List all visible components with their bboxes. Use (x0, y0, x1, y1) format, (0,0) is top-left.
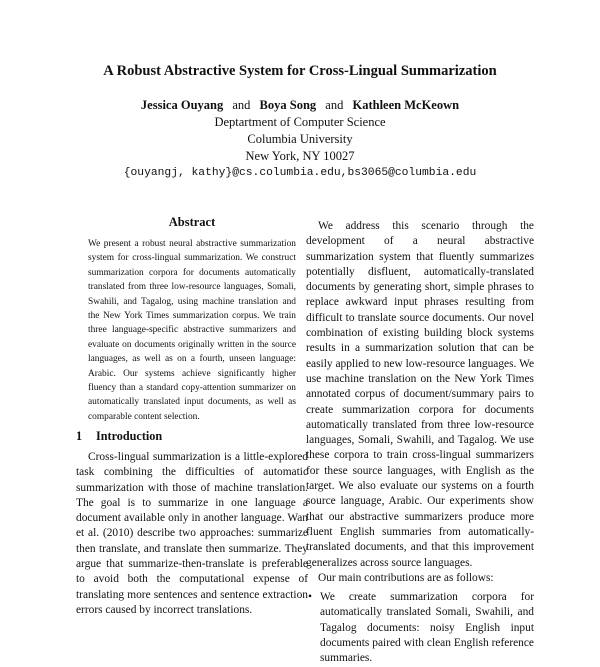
author-emails: {ouyangj, kathy}@cs.columbia.edu,bs3065@columbia.edu (123, 167, 477, 179)
section-heading (76, 429, 308, 444)
author-name: Kathleen McKeown (352, 98, 460, 112)
paper-title: A Robust Abstractive System for Cross-Lingual Summarization (103, 63, 497, 79)
contributions-list (306, 590, 534, 666)
author-separator: and (325, 98, 344, 112)
author-line (0, 97, 600, 114)
list-item-text: We create summarization corpora for automatically translated Somali, Swahili, and Tagalog documents: noisy English input documents paired with clean English reference summaries. (320, 591, 534, 665)
affiliation-department: Deptartment of Computer Science (214, 115, 386, 129)
body-paragraph: We address this scenario through the development of a neural abstractive summarization system that fluently summarizes potentially disfluent, automatically-translated documents by generating short, simple phrases to replace awkward input phrases resulting from difficult to translate source documents. Our novel combination of existing building block systems results in a summarization solution that can be easily applied to new low-resource languages. We use machine translation on the New York Times annotated corpus of document/summary pairs to create summarization corpora for documents automatically translated from three low-resource languages, Somali, Swahili, and Tagalog. We use these corpora to train cross-lingual summarizers for these source languages, with English as the target. We also evaluate our systems on a fourth source language, Arabic. Our experiments show that our abstractive summarizers produce more fluent English summaries from automatically-translated documents, and that this improvement generalizes across source languages. (306, 220, 534, 569)
affiliation-university: Columbia University (247, 132, 353, 146)
bullet-icon: • (308, 591, 312, 604)
author-separator: and (232, 98, 251, 112)
list-item (306, 590, 534, 666)
contributions-lead: Our main contributions are as follows: (318, 571, 494, 584)
author-block (0, 97, 600, 182)
intro-paragraph: Cross-lingual summarization is a little-explored task combining the difficulties of automatic summarization with those of machine translation. The goal is to summarize in one language a document available only in another language. Wan et al. (2010) describe two approaches: summarize then translate, and translate then summarize. They argue that summarize-then-translate is preferable to avoid both the computational expense of translating more sentences and sentence extraction errors caused by incorrect translations. (76, 451, 308, 616)
author-name: Jessica Ouyang (140, 98, 224, 112)
section-number: 1 (76, 429, 83, 443)
affiliation-address: New York, NY 10027 (245, 149, 355, 163)
section-title: Introduction (96, 429, 163, 443)
abstract-heading: Abstract (168, 215, 216, 229)
right-column (306, 219, 534, 667)
abstract-text: We present a robust neural abstractive summarization system for cross-lingual summarization. We construct summarization corpora for documents automatically translated from three low-resource languages, Somali, Swahili, and Tagalog, using machine translation and the New York Times summarization corpus. We train three language-specific abstractive summarizers and evaluate on documents originally written in the source languages, as well as on a fourth, unseen language: Arabic. Our systems achieve significantly higher fluency than a standard copy-attention summarizer on automatically translated input documents, as well as comparable content selection. (88, 239, 296, 422)
author-name: Boya Song (259, 98, 317, 112)
